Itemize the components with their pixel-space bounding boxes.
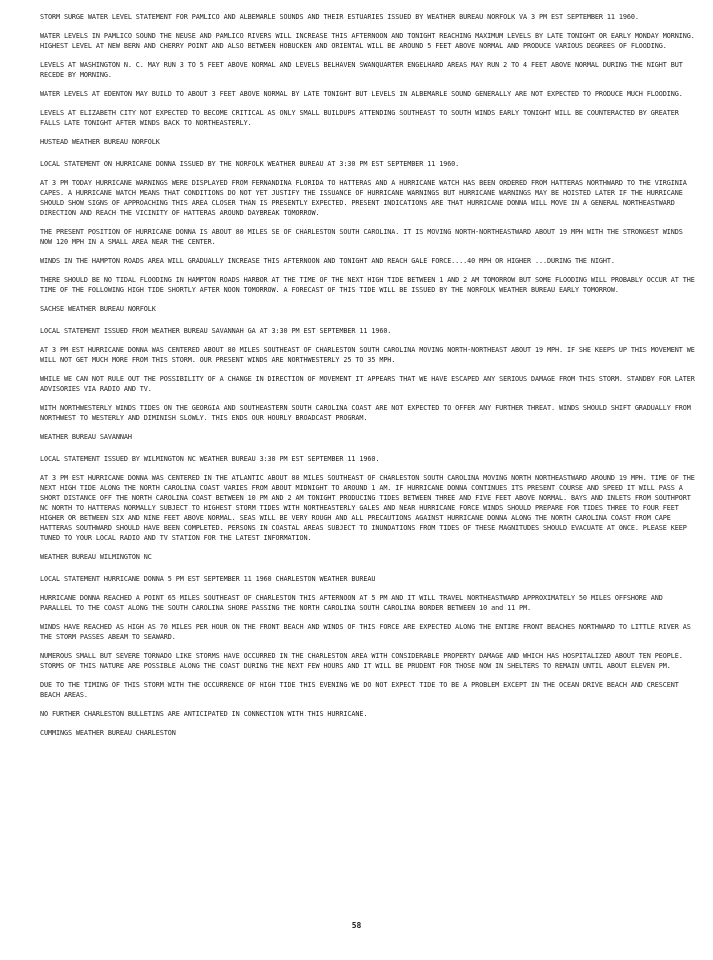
savannah-tides-paragraph: WITH NORTHWESTERLY WINDS TIDES ON THE GEORGIA AND SOUTHEASTERN SOUTH CAROLINA COAST ARE NOT EXPECTED TO OFFER ANY FURTHER THREAT. WINDS SHOULD SHIFT GRADUALLY FROM NORTHWEST TO WESTERLY AND DIMINISH SLOWLY. THIS ENDS OUR HOURLY BROADCAST PROGRAM. — [40, 404, 691, 422]
charleston-statement-heading: LOCAL STATEMENT HURRICANE DONNA 5 PM EST SEPTEMBER 11 1960 CHARLESTON WEATHER BUREAU — [40, 575, 376, 583]
charleston-winds-paragraph: WINDS HAVE REACHED AS HIGH AS 70 MILES PER HOUR ON THE FRONT BEACH AND WINDS OF THIS FORCE ARE EXPECTED ALONG THE ENTIRE FRONT BEACHES NORTHWARD TO LITTLE RIVER AS THE STORM PASSES ABEAM TO SEAWARD. — [40, 623, 691, 641]
hampton-roads-winds-paragraph: WINDS IN THE HAMPTON ROADS AREA WILL GRADUALLY INCREASE THIS AFTERNOON AND TONIGHT AND REACH GALE FORCE....40 MPH OR HIGHER ...DURING THE NIGHT. — [40, 257, 615, 265]
wilmington-details-paragraph: AT 3 PM EST HURRICANE DONNA WAS CENTERED IN THE ATLANTIC ABOUT 80 MILES SOUTHEAST OF CHARLESTON SOUTH CAROLINA MOVING NORTH NORTHEASTWARD AROUND 19 MPH. TIME OF THE NEXT HIGH TIDE ALONG THE NORTH CAROLINA COAST VARIES FROM ABOUT MIDNIGHT TO AROUND 1 AM. IF HURRICANE DONNA CONTINUES ITS PRESENT COURSE AND SPEED IT WILL PASS A SHORT DISTANCE OFF THE NORTH CAROLINA COAST BETWEEN 10 PM AND 2 AM TONIGHT PRODUCING TIDES BETWEEN THREE AND FIVE FEET ABOVE NORMAL. BAYS AND INLETS FROM SOUTHPORT NC NORTH TO HATTERAS NORMALLY SUBJECT TO HIGHEST STORM TIDES WITH NORTHEASTERLY GALES AND NEAR HURRICANE FORCE WINDS SHOULD PREPARE FOR TIDES THREE TO FOUR FEET HIGHER OR BETWEEN SIX AND NINE FEET ABOVE NORMAL. SEAS WILL BE VERY ROUGH AND ALL PRECAUTIONS AGAINST HURRICANE DONNA ALONG THE NORTH CAROLINA COAST FROM CAPE HATTERAS SOUTHWARD SHOULD HAVE BEEN COMPLETED. PERSONS IN COASTAL AREAS SUBJECT TO INUNDATIONS FROM TIDES OF THESE MAGNITUDES SHOULD EVACUATE AT ONCE. PLEASE KEEP TUNED TO YOUR LOCAL RADIO AND TV STATION FOR THE LATEST INFORMATION. — [40, 474, 695, 542]
wilmington-signature: WEATHER BUREAU WILMINGTON NC — [40, 553, 152, 561]
charleston-tornado-paragraph: NUMEROUS SMALL BUT SEVERE TORNADO LIKE STORMS HAVE OCCURRED IN THE CHARLESTON AREA WITH CONSIDERABLE PROPERTY DAMAGE AND WHICH HAS HOSPITALIZED ABOUT TEN PEOPLE. STORMS OF THIS NATURE ARE POSSIBLE ALONG THE COAST DURING THE NEXT FEW HOURS AND IT WILL BE PRUDENT FOR THOSE NOW IN SHELTERS TO REMAIN UNTIL ABOUT ELEVEN PM. — [40, 652, 683, 670]
charleston-track-paragraph: HURRICANE DONNA REACHED A POINT 65 MILES SOUTHEAST OF CHARLESTON THIS AFTERNOON AT 5 PM AND IT WILL TRAVEL NORTHEASTWARD APPROXIMATELY 50 MILES OFFSHORE AND PARALLEL TO THE COAST ALONG THE SOUTH CAROLINA SHORE PASSING THE NORTH CAROLINA SOUTH CAROLINA BORDER BETWEEN 10 and 11 PM. — [40, 594, 663, 612]
donna-position-paragraph: THE PRESENT POSITION OF HURRICANE DONNA IS ABOUT 80 MILES SE OF CHARLESTON SOUTH CAROLINA. IT IS MOVING NORTH-NORTHEASTWARD ABOUT 19 MPH WITH THE STRONGEST WINDS NOW 120 MPH IN A SMALL AREA NEAR THE CENTER. — [40, 228, 683, 246]
savannah-statement-heading: LOCAL STATEMENT ISSUED FROM WEATHER BUREAU SAVANNAH GA AT 3:30 PM EST SEPTEMBER 11 1960. — [40, 327, 392, 335]
hurricane-warnings-paragraph: AT 3 PM TODAY HURRICANE WARNINGS WERE DISPLAYED FROM FERNANDINA FLORIDA TO HATTERAS AND A HURRICANE WATCH HAS BEEN ORDERED FROM HATTERAS NORTHWARD TO THE VIRGINIA CAPES. A HURRICANE WATCH MEANS THAT CONDITIONS DO NOT YET JUSTIFY THE ISSUANCE OF HURRICANE WARNINGS BUT HURRICANE WARNINGS MAY BE HOISTED LATER IF THE HURRICANE SHOULD SHOW SIGNS OF APPROACHING THIS AREA CLOSER THAN IS PRESENTLY EXPECTED. PRESENT INDICATIONS ARE THAT HURRICANE DONNA WILL MOVE IN A GENERAL NORTHEASTWARD DIRECTION AND REACH THE VICINITY OF HATTERAS AROUND DAYBREAK TOMORROW. — [40, 179, 687, 217]
edenton-levels-paragraph: WATER LEVELS AT EDENTON MAY BUILD TO ABOUT 3 FEET ABOVE NORMAL BY LATE TONIGHT BUT LEVELS IN ALBEMARLE SOUND GENERALLY ARE NOT EXPECTED TO PRODUCE MUCH FLOODING. — [40, 90, 683, 98]
charleston-signature: CUMMINGS WEATHER BUREAU CHARLESTON — [40, 729, 176, 737]
savannah-position-paragraph: AT 3 PM EST HURRICANE DONNA WAS CENTERED ABOUT 80 MILES SOUTHEAST OF CHARLESTON SOUTH CAROLINA MOVING NORTH-NORTHEAST ABOUT 19 MPH. IF SHE KEEPS UP THIS MOVEMENT WE WILL NOT GET MUCH MORE FROM THIS STORM. OUR PRESENT WINDS ARE NORTHWESTERLY 25 TO 35 MPH. — [40, 346, 695, 364]
norfolk-local-statement-heading: LOCAL STATEMENT ON HURRICANE DONNA ISSUED BY THE NORFOLK WEATHER BUREAU AT 3:30 PM EST SEPTEMBER 11 1960. — [40, 160, 460, 168]
norfolk-signature-sachse: SACHSE WEATHER BUREAU NORFOLK — [40, 305, 156, 313]
norfolk-signature-hustead: HUSTEAD WEATHER BUREAU NORFOLK — [40, 138, 160, 146]
page-number: 58 — [351, 921, 362, 930]
wilmington-statement-heading: LOCAL STATEMENT ISSUED BY WILMINGTON NC WEATHER BUREAU 3:30 PM EST SEPTEMBER 11 1960. — [40, 455, 380, 463]
document-body — [40, 12, 695, 748]
pamlico-water-levels-paragraph: WATER LEVELS IN PAMLICO SOUND THE NEUSE AND PAMLICO RIVERS WILL INCREASE THIS AFTERNOON AND TONIGHT REACHING MAXIMUM LEVELS BY LATE TONIGHT OR EARLY MONDAY MORNING. HIGHEST LEVEL AT NEW BERN AND CHERRY POINT AND ALSO BETWEEN HOBUCKEN AND ORIENTAL WILL BE AROUND 5 FEET ABOVE NORMAL AND PRODUCE VARIOUS DEGREES OF FLOODING. — [40, 32, 695, 50]
elizabeth-city-levels-paragraph: LEVELS AT ELIZABETH CITY NOT EXPECTED TO BECOME CRITICAL AS ONLY SMALL BUILDUPS ATTENDING SOUTHEAST TO SOUTH WINDS EARLY TONIGHT WILL BE COUNTERACTED BY GREATER FALLS LATE TONIGHT AFTER WINDS BACK TO NORTHEASTERLY. — [40, 109, 679, 127]
storm-surge-statement-heading: STORM SURGE WATER LEVEL STATEMENT FOR PAMLICO AND ALBEMARLE SOUNDS AND THEIR ESTUARIES ISSUED BY WEATHER BUREAU NORFOLK VA 3 PM EST SEPTEMBER 11 1960. — [40, 13, 639, 21]
savannah-escape-paragraph: WHILE WE CAN NOT RULE OUT THE POSSIBILITY OF A CHANGE IN DIRECTION OF MOVEMENT IT APPEARS THAT WE HAVE ESCAPED ANY SERIOUS DAMAGE FROM THIS STORM. STANDBY FOR LATER ADVISORIES VIA RADIO AND TV. — [40, 375, 695, 393]
tidal-flooding-paragraph: THERE SHOULD BE NO TIDAL FLOODING IN HAMPTON ROADS HARBOR AT THE TIME OF THE NEXT HIGH TIDE BETWEEN 1 AND 2 AM TOMORROW BUT SOME FLOODING WILL PROBABLY OCCUR AT THE TIME OF THE FOLLOWING HIGH TIDE SHORTLY AFTER NOON TOMORROW. A FORECAST OF THIS TIDE WILL BE ISSUED BY THE NORFOLK WEATHER BUREAU EARLY TOMORROW. — [40, 276, 695, 294]
charleston-tide-paragraph: DUE TO THE TIMING OF THIS STORM WITH THE OCCURRENCE OF HIGH TIDE THIS EVENING WE DO NOT EXPECT TIDE TO BE A PROBLEM EXCEPT IN THE OCEAN DRIVE BEACH AND CRESCENT BEACH AREAS. — [40, 681, 679, 699]
washington-levels-paragraph: LEVELS AT WASHINGTON N. C. MAY RUN 3 TO 5 FEET ABOVE NORMAL AND LEVELS BELHAVEN SWANQUARTER ENGELHARD AREAS MAY RUN 2 TO 4 FEET ABOVE NORMAL DURING THE NIGHT BUT RECEDE BY MORNING. — [40, 61, 683, 79]
charleston-bulletins-paragraph: NO FURTHER CHARLESTON BULLETINS ARE ANTICIPATED IN CONNECTION WITH THIS HURRICANE. — [40, 710, 368, 718]
savannah-signature: WEATHER BUREAU SAVANNAH — [40, 433, 132, 441]
